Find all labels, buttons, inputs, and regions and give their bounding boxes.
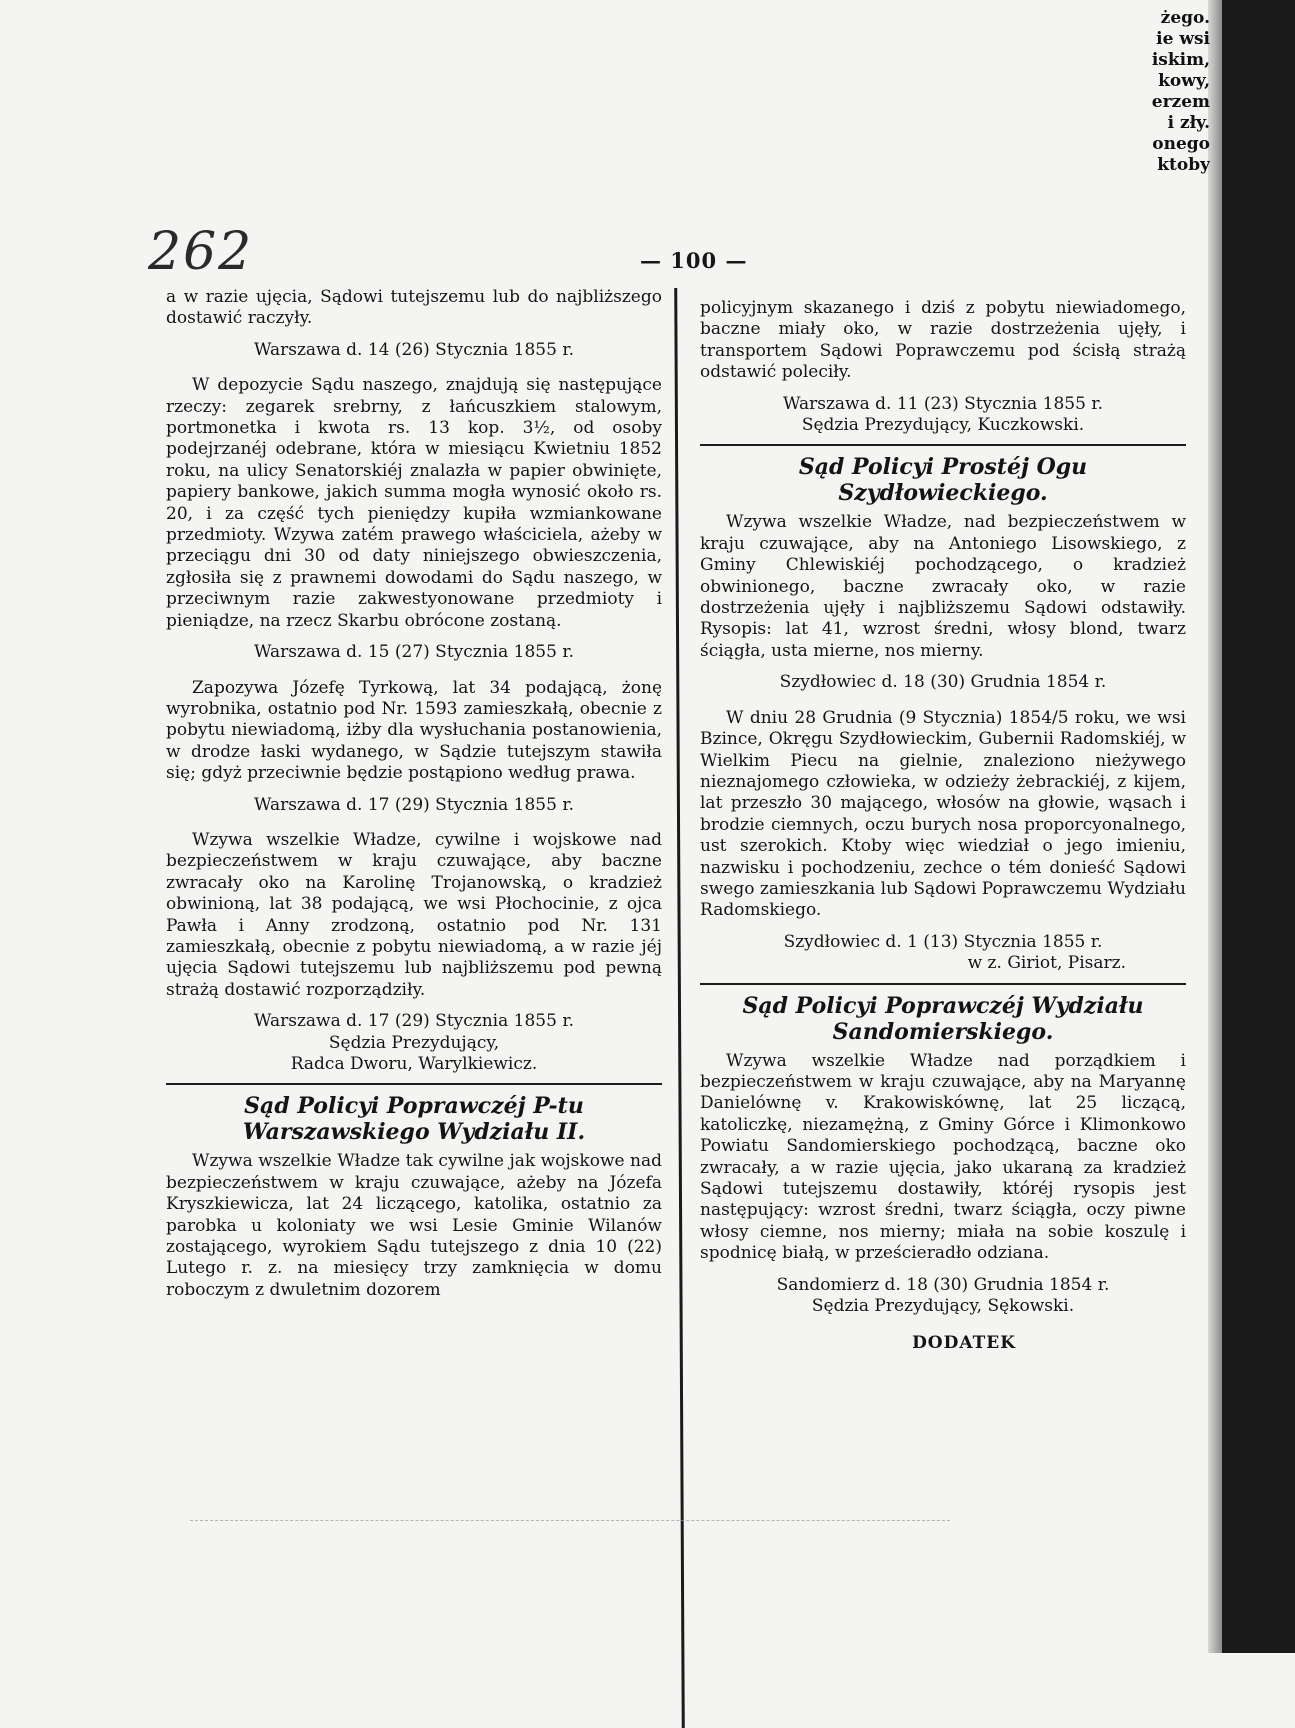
scan-border <box>1222 0 1295 1653</box>
notice-place-date: Szydłowiec d. 18 (30) Grudnia 1854 r. <box>779 672 1107 693</box>
right-column <box>700 298 1186 1355</box>
notice-place-date: Warszawa d. 17 (29) Stycznia 1855 r. <box>253 794 574 815</box>
notice-paragraph: policyjnym skazanego i dziś z pobytu niewiadomego, baczne miały oko, w razie dostrzeżenia ujęły, i transportem Sądowi Poprawczemu pod ścisłą strażą odstawić poleciły. <box>700 298 1186 383</box>
bleed-line: i zły. <box>1167 113 1210 133</box>
handwritten-page-note: 262 <box>148 222 254 282</box>
notice-paragraph: W depozycie Sądu naszego, znajdują się następujące rzeczy: zegarek srebrny, z łańcuszkiem stalowym, portmonetka i kwota rs. 13 kop. 3½, od osoby podejrzanéj odebrane, która w miesiącu Kwietniu 1852 roku, na ulicy Senatorskiéj znalazła w papier obwinięte, papiery bankowe, jakich summa mogła wynosić około rs. 20, i za część tych pieniędzy kupiła wzmiankowane przedmioty. Wzywa zatém prawego właściciela, ażeby w przeciągu dni 30 od daty niniejszego obwieszczenia, zgłosiła się z prawnemi dowodami do Sądu naszego, w przeciwnym razie zakwestyonowane przedmioty i pieniądze, na rzecz Skarbu obrócone zostaną. <box>166 375 662 631</box>
section-rule <box>700 983 1186 985</box>
notice-paragraph: Wzywa wszelkie Władze nad porządkiem i bezpieczeństwem w kraju czuwające, aby na Maryannę Danielównę v. Krakowiskównę, lat 25 liczącą, katoliczkę, niezamężną, z Gminy Górce i Klimonkowo Powiatu Sandomierskiego pochodzącą, baczne oko zwracały, a w razie ujęcia, jako ukaraną za kradzież Sądowi tutejszemu dostawiły, któréj rysopis jest następujący: wzrost średni, twarz ściągła, oczy piwne włosy ciemne, nos mierny; miała na sobie koszulę i spodnicę białą, w prześcieradło odziana. <box>700 1050 1186 1264</box>
bleed-line: ie wsi <box>1156 29 1210 49</box>
section-rule <box>166 1083 662 1085</box>
notice-paragraph: Zapozywa Józefę Tyrkową, lat 34 podającą, żonę wyrobnika, ostatnio pod Nr. 1593 zamieszkałą, obecnie z pobytu niewiadomą, iżby dla wysłuchania postanowienia, w drodze łaski wydanego, w Sądzie tutejszym stawiła się; gdyż przeciwnie będzie postąpiono według prawa. <box>166 677 662 784</box>
bleed-line: ktoby <box>1157 155 1210 175</box>
notice-place-date: Szydłowiec d. 1 (13) Stycznia 1855 r. <box>783 931 1103 952</box>
page-edge-shadow <box>1208 0 1222 1653</box>
notice-signature: Sędzia Prezydujący, <box>328 1032 500 1053</box>
bleed-line: kowy, <box>1158 71 1210 91</box>
section-rule <box>700 444 1186 446</box>
notice-paragraph: Wzywa wszelkie Władze tak cywilne jak wojskowe nad bezpieczeństwem w kraju czuwające, ażeby na Józefa Kryszkiewicza, lat 24 liczącego, katolika, ostatnio za parobka u koloniaty we wsi Lesie Gminie Wilanów zostającego, wyrokiem Sądu tutejszego z dnia 10 (22) Lutego r. z. na miesięcy trzy zamknięcia w domu roboczym z dwuletnim dozorem <box>166 1151 662 1300</box>
notice-place-date: Warszawa d. 15 (27) Stycznia 1855 r. <box>253 642 574 663</box>
bleed-line: żego. <box>1160 8 1210 28</box>
column-divider <box>674 288 685 1728</box>
notice-signature: Radca Dworu, Warylkiewicz. <box>290 1054 538 1074</box>
left-column <box>166 287 662 1311</box>
court-heading: Sąd Policyi Prostéj Ogu Szydłowieckiego. <box>798 454 1088 507</box>
notice-paragraph: a w razie ujęcia, Sądowi tutejszemu lub do najbliższego dostawić raczyły. <box>166 287 662 329</box>
dodatek-label: DODATEK <box>912 1333 1016 1354</box>
court-heading: Sąd Policyi Poprawczéj P-tu Warszawskiego Wydziału II. <box>242 1093 586 1146</box>
notice-place-date: Warszawa d. 14 (26) Stycznia 1855 r. <box>253 339 574 360</box>
bleed-line: erzem <box>1151 92 1210 112</box>
adjacent-page-bleed <box>1118 8 1210 176</box>
notice-signature: Sędzia Prezydujący, Kuczkowski. <box>801 415 1085 436</box>
notice-paragraph: W dniu 28 Grudnia (9 Stycznia) 1854/5 roku, we wsi Bzince, Okręgu Szydłowieckim, Gubernii Radomskiéj, w Wielkim Piecu na gielnie, znaleziono nieżywego nieznajomego człowieka, w odzieży żebrackiéj, z kijem, lat przeszło 30 mającego, włosów na głowie, wąsach i brodzie ciemnych, oczu burych nosa proporcyonalnego, ust szerokich. Ktoby więc wiedział o jego imieniu, nazwisku i pochodzeniu, zechce o tém donieść Sądowi swego zamieszkania lub Sądowi Poprawczemu Wydziału Radomskiego. <box>700 707 1186 921</box>
notice-paragraph: Wzywa wszelkie Władze, cywilne i wojskowe nad bezpieczeństwem w kraju czuwające, aby baczne zwracały oko na Karolinę Trojanowską, o kradzież obwinioną, lat 38 podającą, we wsi Płochocinie, z ojca Pawła i Anny zrodzoną, ostatnio pod Nr. 131 zamieszkałą, obecnie z pobytu niewiadomą, a w razie jéj ujęcia Sądowi tutejszemu lub najbliższemu pod pewną strażą dostawić rozporządziły. <box>166 829 662 1000</box>
notice-place-date: Warszawa d. 17 (29) Stycznia 1855 r. <box>253 1011 574 1032</box>
scan-artifact-line <box>190 1520 950 1545</box>
notice-place-date: Warszawa d. 11 (23) Stycznia 1855 r. <box>782 393 1103 414</box>
bleed-line: onego <box>1152 134 1210 154</box>
court-heading: Sąd Policyi Poprawczéj Wydziału Sandomierskiego. <box>742 992 1144 1045</box>
bleed-line: iskim, <box>1151 50 1210 70</box>
page-number: — 100 — <box>640 248 748 273</box>
notice-place-date: Sandomierz d. 18 (30) Grudnia 1854 r. <box>776 1274 1110 1295</box>
notice-signature: w z. Giriot, Pisarz. <box>967 953 1126 974</box>
notice-signature: Sędzia Prezydujący, Sękowski. <box>811 1296 1075 1317</box>
notice-paragraph: Wzywa wszelkie Władze, nad bezpieczeństwem w kraju czuwające, aby na Antoniego Lisowskiego, z Gminy Chlewiskiéj pochodzącego, o kradzież obwinionego, baczne zwracały oko, w razie dostrzeżenia ujęły i najbliższemu Sądowi odstawiły. Rysopis: lat 41, wzrost średni, włosy blond, twarz ściągła, usta mierne, nos mierny. <box>700 512 1186 661</box>
